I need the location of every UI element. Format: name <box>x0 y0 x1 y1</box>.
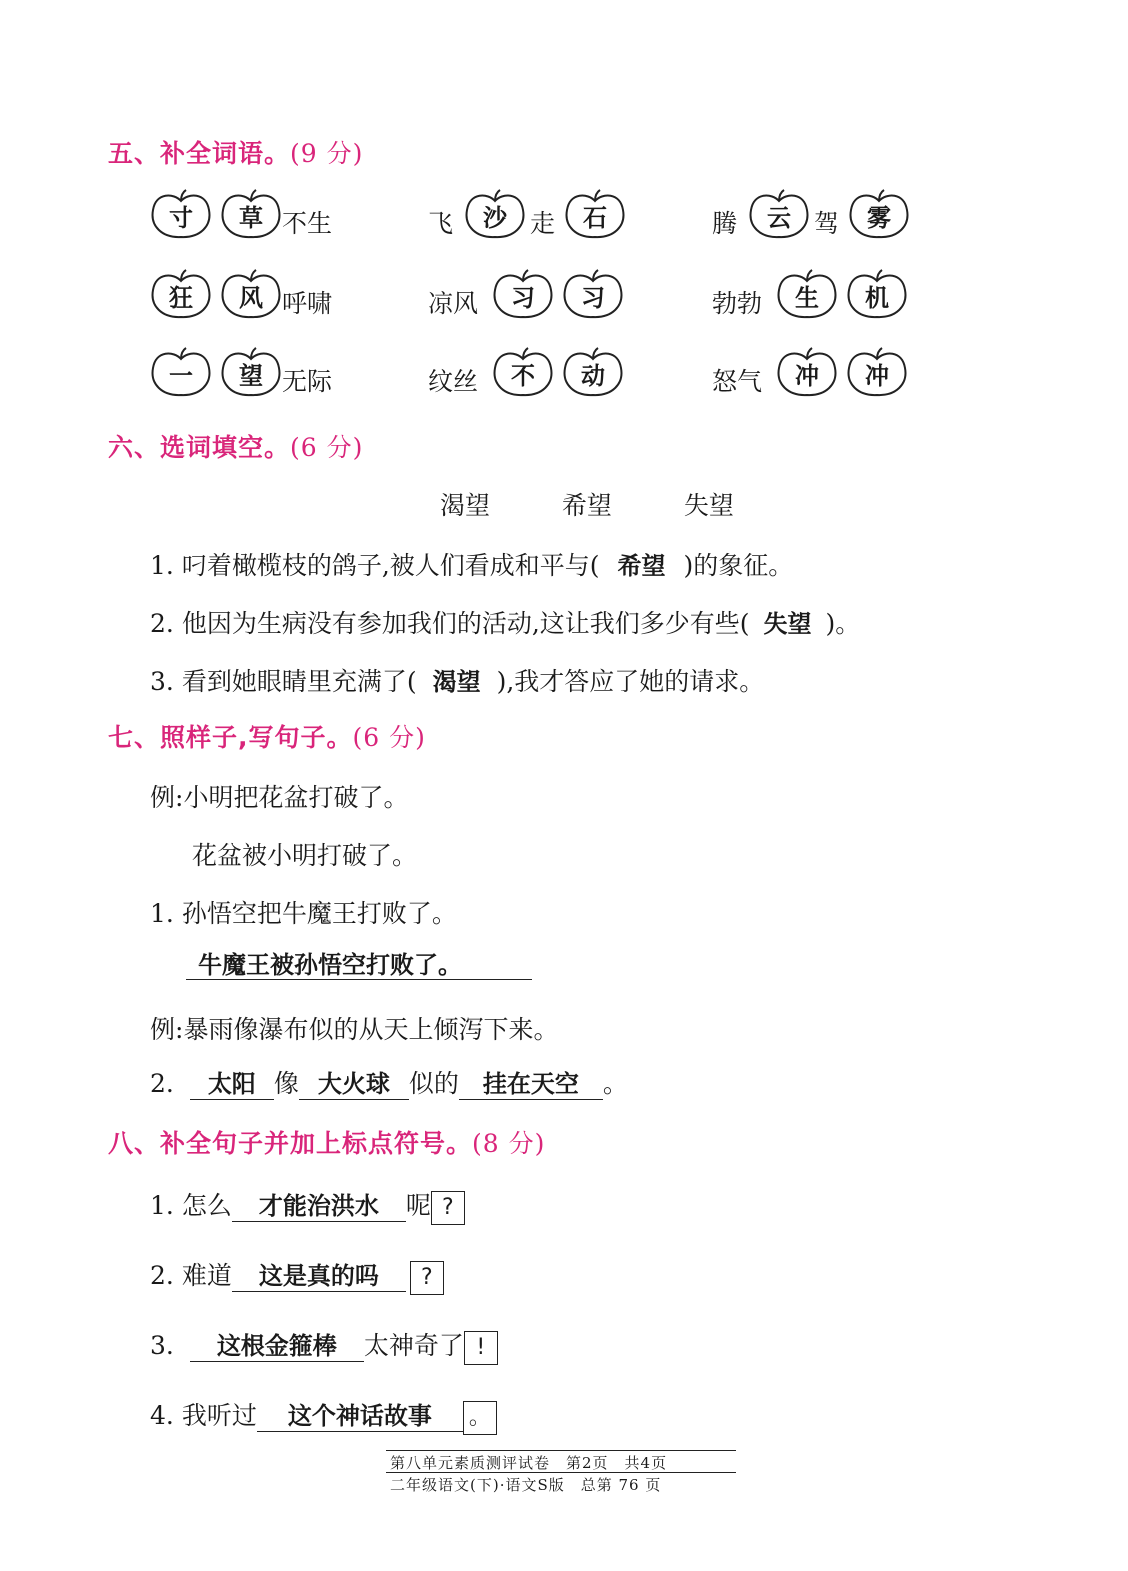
example-1 <box>150 778 408 814</box>
apple-icon <box>150 188 212 240</box>
connector-text: 似的 <box>408 1069 459 1098</box>
item-number: 2. <box>150 1069 174 1098</box>
apple-icon <box>846 268 908 320</box>
apple-icon <box>846 346 908 398</box>
footer-line-2: 二年级语文(下)·语文S版 总第 76 页 <box>390 1476 662 1494</box>
item-number: 3. <box>150 1331 174 1360</box>
item-number: 2. <box>150 609 174 638</box>
idiom-char: 不 <box>511 362 535 390</box>
s8-item-2 <box>150 1256 444 1295</box>
idiom-text: 纹丝 <box>428 367 479 396</box>
s7-question-2 <box>150 1064 628 1100</box>
sentence-before: 他因为生病没有参加我们的活动,这让我们多少有些( <box>181 609 750 638</box>
sentence-after: )。 <box>825 609 861 638</box>
sentence-before: 怎么 <box>181 1191 232 1220</box>
example-1-transformed: 花盆被小明打破了。 <box>192 841 418 870</box>
idiom-text: 驾 <box>814 209 840 238</box>
apple-icon <box>562 268 624 320</box>
idiom-char: 寸 <box>169 204 193 232</box>
example-2 <box>150 1010 558 1046</box>
apple-icon <box>776 346 838 398</box>
question-sentence: 孙悟空把牛魔王打败了。 <box>181 899 457 928</box>
apple-icon <box>562 346 624 398</box>
word-bank-item: 希望 <box>561 491 612 520</box>
apple-icon <box>492 268 554 320</box>
footer-rule <box>386 1450 736 1451</box>
sentence-after: )的象征。 <box>683 551 794 580</box>
sentence-after: ),我才答应了她的请求。 <box>496 667 765 696</box>
idiom-char: 冲 <box>865 362 889 390</box>
s8-item-3 <box>150 1326 498 1365</box>
punctuation-box: ! <box>464 1331 498 1365</box>
word-bank <box>440 486 734 522</box>
punctuation-box: ? <box>410 1261 444 1295</box>
apple-icon <box>748 188 810 240</box>
apple-icon <box>150 268 212 320</box>
section-score: (8 分) <box>472 1129 546 1158</box>
item-number: 3. <box>150 667 174 696</box>
section-5-heading <box>108 134 363 170</box>
word-bank-item: 渴望 <box>440 491 491 520</box>
idiom-char: 望 <box>239 362 263 390</box>
answer-blank: 挂在天空 <box>459 1069 603 1100</box>
item-number: 2. <box>150 1261 174 1290</box>
sentence-after: 太神奇了 <box>363 1331 464 1360</box>
sentence-end: 。 <box>602 1069 628 1098</box>
apple-icon <box>848 188 910 240</box>
idiom-char: 云 <box>767 204 791 232</box>
apple-icon <box>564 188 626 240</box>
answer: 失望 <box>763 610 812 638</box>
example-label: 例: <box>150 783 184 812</box>
section-8-heading <box>108 1124 545 1160</box>
apple-icon <box>492 346 554 398</box>
answer-blank: 这根金箍棒 <box>190 1331 364 1362</box>
answer-line: 牛魔王被孙悟空打败了。 <box>186 950 532 980</box>
section-6-heading <box>108 428 363 464</box>
example-sentence: 暴雨像瀑布似的从天上倾泻下来。 <box>183 1015 559 1044</box>
section-title: 八、补全句子并加上标点符号。 <box>108 1129 473 1158</box>
fill-item-2 <box>150 604 860 640</box>
footer-rule <box>386 1472 736 1473</box>
sentence-before: 看到她眼睛里充满了( <box>181 667 417 696</box>
section-score: (9 分) <box>290 139 364 168</box>
s7-question-1 <box>150 894 457 930</box>
section-score: (6 分) <box>352 723 426 752</box>
idiom-text: 走 <box>530 209 556 238</box>
example-sentence: 小明把花盆打破了。 <box>183 783 409 812</box>
sentence-before: 我听过 <box>181 1401 257 1430</box>
idiom-char: 冲 <box>795 362 819 390</box>
punctuation-box: ? <box>431 1191 465 1225</box>
answer-blank: 太阳 <box>190 1069 274 1100</box>
item-number: 1. <box>150 551 174 580</box>
idiom-char: 石 <box>583 204 607 232</box>
sentence-before: 难道 <box>181 1261 232 1290</box>
idiom-char: 习 <box>581 284 605 312</box>
answer: 渴望 <box>432 668 481 696</box>
idiom-char: 风 <box>239 284 263 312</box>
idiom-char: 动 <box>581 362 605 390</box>
idiom-char: 机 <box>865 284 889 312</box>
answer-blank: 才能治洪水 <box>232 1191 406 1222</box>
section-title: 七、照样子,写句子。 <box>108 723 353 752</box>
s8-item-4 <box>150 1396 497 1435</box>
apple-icon <box>220 188 282 240</box>
apple-icon <box>776 268 838 320</box>
idiom-text: 腾 <box>712 209 738 238</box>
idiom-char: 生 <box>795 284 819 312</box>
connector-text: 像 <box>273 1069 299 1098</box>
apple-icon <box>150 346 212 398</box>
s7-answer-1 <box>186 950 532 980</box>
s8-item-1 <box>150 1186 465 1225</box>
answer-blank: 这个神话故事 <box>257 1401 463 1432</box>
sentence-after: 呢 <box>405 1191 431 1220</box>
idiom-char: 习 <box>511 284 535 312</box>
item-number: 4. <box>150 1401 174 1430</box>
section-title: 六、选词填空。 <box>108 433 291 462</box>
idiom-text: 不生 <box>282 209 333 238</box>
idiom-text: 无际 <box>282 367 333 396</box>
punctuation-box: 。 <box>463 1401 497 1435</box>
idiom-char: 草 <box>239 204 263 232</box>
apple-icon <box>464 188 526 240</box>
sentence-before: 叼着橄榄枝的鸽子,被人们看成和平与( <box>181 551 600 580</box>
apple-icon <box>220 346 282 398</box>
idiom-char: 一 <box>169 362 193 390</box>
answer-blank: 大火球 <box>299 1069 409 1100</box>
fill-item-3 <box>150 662 764 698</box>
idiom-char: 雾 <box>867 204 891 232</box>
idiom-char: 沙 <box>483 204 507 232</box>
idiom-text: 飞 <box>428 209 454 238</box>
answer: 希望 <box>617 552 666 580</box>
idiom-text: 怒气 <box>712 367 763 396</box>
word-bank-item: 失望 <box>683 491 734 520</box>
item-number: 1. <box>150 899 174 928</box>
section-title: 五、补全词语。 <box>108 139 291 168</box>
footer-line-1: 第八单元素质测评试卷 第2页 共4页 <box>390 1454 668 1472</box>
answer-blank: 这是真的吗 <box>232 1261 406 1292</box>
idiom-text: 呼啸 <box>282 289 333 318</box>
fill-item-1 <box>150 546 793 582</box>
example-label: 例: <box>150 1015 184 1044</box>
idiom-text: 勃勃 <box>712 289 763 318</box>
idiom-text: 凉风 <box>428 289 479 318</box>
idiom-char: 狂 <box>169 284 193 312</box>
apple-icon <box>220 268 282 320</box>
item-number: 1. <box>150 1191 174 1220</box>
section-7-heading <box>108 718 426 754</box>
section-score: (6 分) <box>290 433 364 462</box>
